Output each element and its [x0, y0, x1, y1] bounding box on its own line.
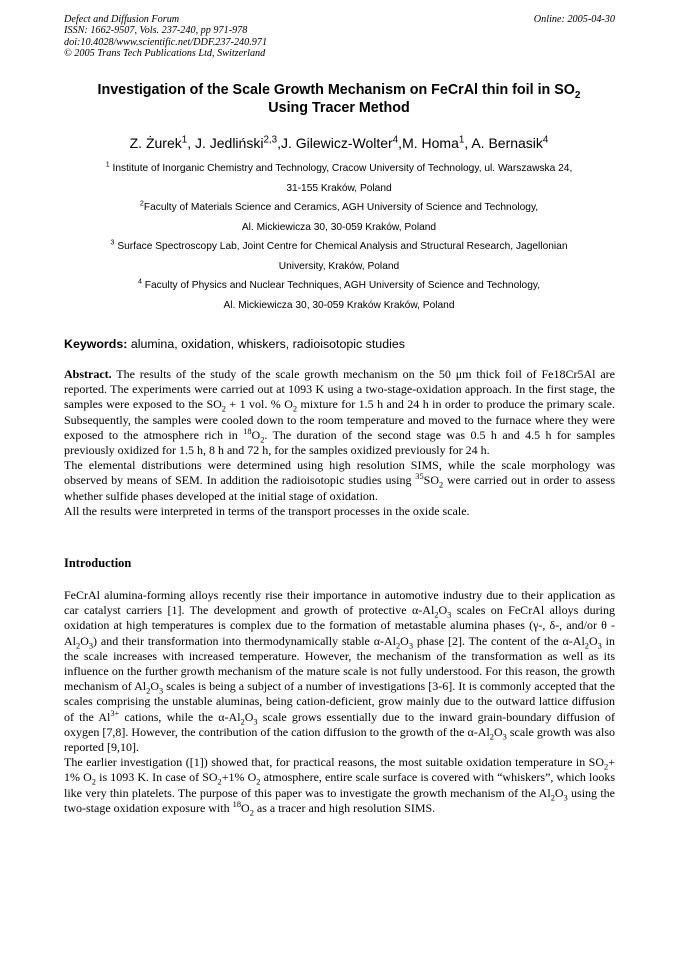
abstract-label: Abstract.: [64, 367, 112, 381]
intro-text: atmosphere, entire scale surface is covered with “whiskers”, which looks like very thin platelets. The purpose of this paper was to investigate the growth mechanism of the Al: [64, 770, 615, 800]
subscript: 3: [563, 793, 568, 803]
intro-text: O: [588, 633, 598, 648]
subscript: 2: [604, 762, 609, 772]
intro-text: The earlier investigation ([1]) showed that, for practical reasons, the most suitable oxidation temperature in SO: [64, 755, 605, 770]
intro-text: ) and their transformation into thermodynamically stable α-Al: [93, 633, 396, 648]
subscript: 2: [249, 808, 254, 818]
intro-text: phase [2]. The content of the α-Al: [413, 633, 585, 648]
section-heading: Introduction: [64, 556, 132, 570]
affiliation-number: 1: [105, 160, 110, 169]
journal-name: Defect and Diffusion Forum: [64, 14, 180, 25]
abstract-text: SO: [423, 473, 440, 488]
journal-info: [64, 14, 267, 60]
intro-text: O: [438, 603, 448, 618]
abstract: [64, 367, 615, 519]
subscript: 2: [395, 641, 401, 650]
intro-text: scales on FeCrAl alloys during oxidation at high temperatures is complex due to the formation of metastable alumina phases (γ-, δ-, and/or θ - Al: [64, 603, 615, 648]
subscript: 2: [292, 404, 298, 414]
affiliation-address: 31-155 Kraków, Poland: [286, 182, 392, 194]
subscript: 3: [502, 732, 507, 742]
title-line-1: Investigation of the Scale Growth Mechanism on FeCrAl thin foil in SO: [97, 82, 575, 98]
intro-text: O: [244, 709, 254, 724]
affiliation-number: 3: [110, 238, 115, 247]
abstract-paragraph: All the results were interpreted in terms of the transport processes in the oxide scale.: [64, 503, 470, 518]
affiliation-4: [60, 276, 618, 315]
subscript: 2: [146, 686, 151, 696]
affiliation-text: Institute of Inorganic Chemistry and Technology, Cracow University of Technology, ul. Warszawska 24,: [112, 163, 573, 174]
intro-text: scale grows essentially due to the inward grain-boundary diffusion of oxygen [7,8]. However, the contribution of the cation diffusion to the growth of the α-Al: [64, 709, 615, 739]
abstract-paragraph: [64, 367, 615, 458]
subscript: 2: [240, 717, 245, 727]
author-affil-mark: 1: [458, 134, 465, 146]
subscript: 2: [217, 777, 222, 787]
online-date: Online: 2005-04-30: [533, 14, 615, 25]
author-name: M. Homa: [402, 135, 459, 151]
abstract-text: The results of the study of the scale growth mechanism on the 50 μm thick foil of Fe18Cr5Al are reported. The experiments were carried out at 1093 K using a two-stage-oxidation approach. In the first stage, the samples were exposed to the SO: [64, 367, 615, 412]
intro-text: scale growth was also reported [9,10].: [64, 724, 615, 755]
affiliation-text: Surface Spectroscopy Lab, Joint Centre for Chemical Analysis and Structural Research, Jagellonian: [117, 241, 568, 252]
affiliation-address: University, Kraków, Poland: [278, 260, 400, 272]
subscript: 2: [260, 435, 265, 445]
subscript: 2: [584, 641, 589, 650]
intro-paragraph: [64, 755, 615, 816]
subscript: 3: [447, 610, 452, 620]
intro-text: O: [150, 679, 159, 694]
intro-text: using the two-stage oxidation exposure with: [64, 785, 615, 815]
abstract-text: were carried out in order to assess whether sulfide phases developed at the initial stage of oxidation.: [64, 473, 615, 503]
introduction: [64, 588, 615, 816]
abstract-text: O: [251, 427, 261, 442]
subscript: 2: [439, 480, 444, 490]
intro-text: O: [554, 785, 564, 800]
affiliation-address: Al. Mickiewicza 30, 30-059 Kraków, Poland: [241, 221, 437, 233]
subscript: 2: [434, 610, 439, 620]
subscript: 3: [253, 717, 258, 727]
author-name: Z. Żurek: [129, 135, 182, 151]
subscript: 2: [76, 641, 81, 650]
subscript: 3: [88, 641, 94, 650]
paper-title: [50, 81, 628, 117]
affiliation-text: Faculty of Physics and Nuclear Techniques, AGH University of Science and Technology,: [144, 280, 541, 291]
intro-text: cations, while the α-Al: [119, 709, 241, 724]
subscript: 3: [159, 686, 164, 696]
intro-text: + 1% O: [64, 755, 615, 785]
intro-text: scales is being a subject of a number of investigations [3-6]. It is commonly accepted that the scales comprising the unstable aluminas, being cation-deficient, grow mainly due to the outward lattice diffusion of the Al: [64, 679, 615, 724]
author-affil-mark: 4: [542, 134, 549, 146]
abstract-text: The elemental distributions were determined using high resolution SIMS, while the scale morphology was observed by means of SEM. In addition the radioisotopic studies using: [64, 458, 615, 488]
abstract-text: . The duration of the second stage was 0.5 h and 4.5 h for samples previously oxidized for 1.5 h, 8 h and 72 h, for the samples oxidized previously for 24 h.: [64, 427, 615, 458]
keywords-label: Keywords:: [64, 337, 128, 351]
affiliation-1: [60, 159, 618, 198]
intro-text: as a tracer and high resolution SIMS.: [253, 800, 436, 815]
intro-text: O: [493, 724, 503, 739]
intro-text: in the scale increases with increased temperature. However, the mechanism of the transformation as well as its influence on the further growth mechanism of the mature scale is not fully understood. For this reason, the growth mechanism of Al: [64, 633, 615, 694]
intro-text: is 1093 K. In case of SO: [95, 770, 218, 785]
superscript: 35: [415, 472, 424, 482]
keywords: [64, 336, 405, 352]
affiliation-2: [60, 198, 618, 237]
affiliation-number: 2: [139, 199, 144, 208]
subscript: 3: [597, 641, 602, 650]
affiliation-3: [60, 237, 618, 276]
abstract-paragraph: [64, 458, 615, 504]
abstract-text: mixture for 1.5 h and 24 h in order to produce the primary scale. Subsequently, the samples were cooled down to the room temperature and moved to the furnace where they were exposed to the atmosphere rich in: [64, 397, 615, 442]
subscript: 2: [221, 404, 226, 414]
intro-text: +1% O: [221, 770, 257, 785]
title-subscript: 2: [574, 89, 581, 101]
affiliation-text: Faculty of Materials Science and Ceramics, AGH University of Science and Technology,: [143, 202, 539, 213]
superscript: 3+: [110, 708, 120, 718]
intro-text: O: [80, 633, 89, 648]
abstract-text: + 1 vol. % O: [225, 397, 293, 412]
affiliation-address: Al. Mickiewicza 30, 30-059 Kraków Kraków, Poland: [223, 299, 455, 311]
journal-copyright: © 2005 Trans Tech Publications Ltd, Switzerland: [64, 48, 266, 60]
author-affil-mark: 4: [392, 134, 399, 146]
keywords-text: alumina, oxidation, whiskers, radioisotopic studies: [130, 337, 405, 351]
subscript: 2: [550, 793, 555, 803]
journal-doi: doi:10.4028/www.scientific.net/DDF.237-240.971: [64, 36, 268, 48]
superscript: 18: [232, 799, 242, 809]
intro-text: O: [241, 800, 250, 815]
journal-issn: ISSN: 1662-9507, Vols. 237-240, pp 971-978: [64, 25, 248, 37]
intro-text: O: [400, 633, 409, 648]
subscript: 2: [91, 777, 96, 787]
intro-paragraph: [64, 588, 615, 755]
subscript: 3: [408, 641, 414, 650]
subscript: 2: [256, 777, 261, 787]
author-name: A. Bernasik: [471, 135, 543, 151]
affiliation-number: 4: [137, 277, 142, 286]
author-affil-mark: 2,3: [263, 134, 278, 146]
author-name: J. Gilewicz-Wolter: [280, 135, 393, 151]
author-list: Z. Żurek$^1$, J. Jedliński$^{2,3}$,J. Gilewicz-Wolter$^4$,M. Homa$^1$, A. Bernasik$^4$: [129, 134, 549, 151]
subscript: 2: [489, 732, 494, 742]
superscript: 18: [243, 426, 252, 436]
title-line-2: Using Tracer Method: [268, 100, 410, 116]
author-name: J. Jedliński: [194, 135, 264, 151]
intro-text: FeCrAl alumina-forming alloys recently rise their importance in automotive industry due to their application as car catalyst carriers [1]. The development and growth of protective α-Al: [64, 588, 615, 618]
author-affil-mark: 1: [181, 134, 188, 146]
